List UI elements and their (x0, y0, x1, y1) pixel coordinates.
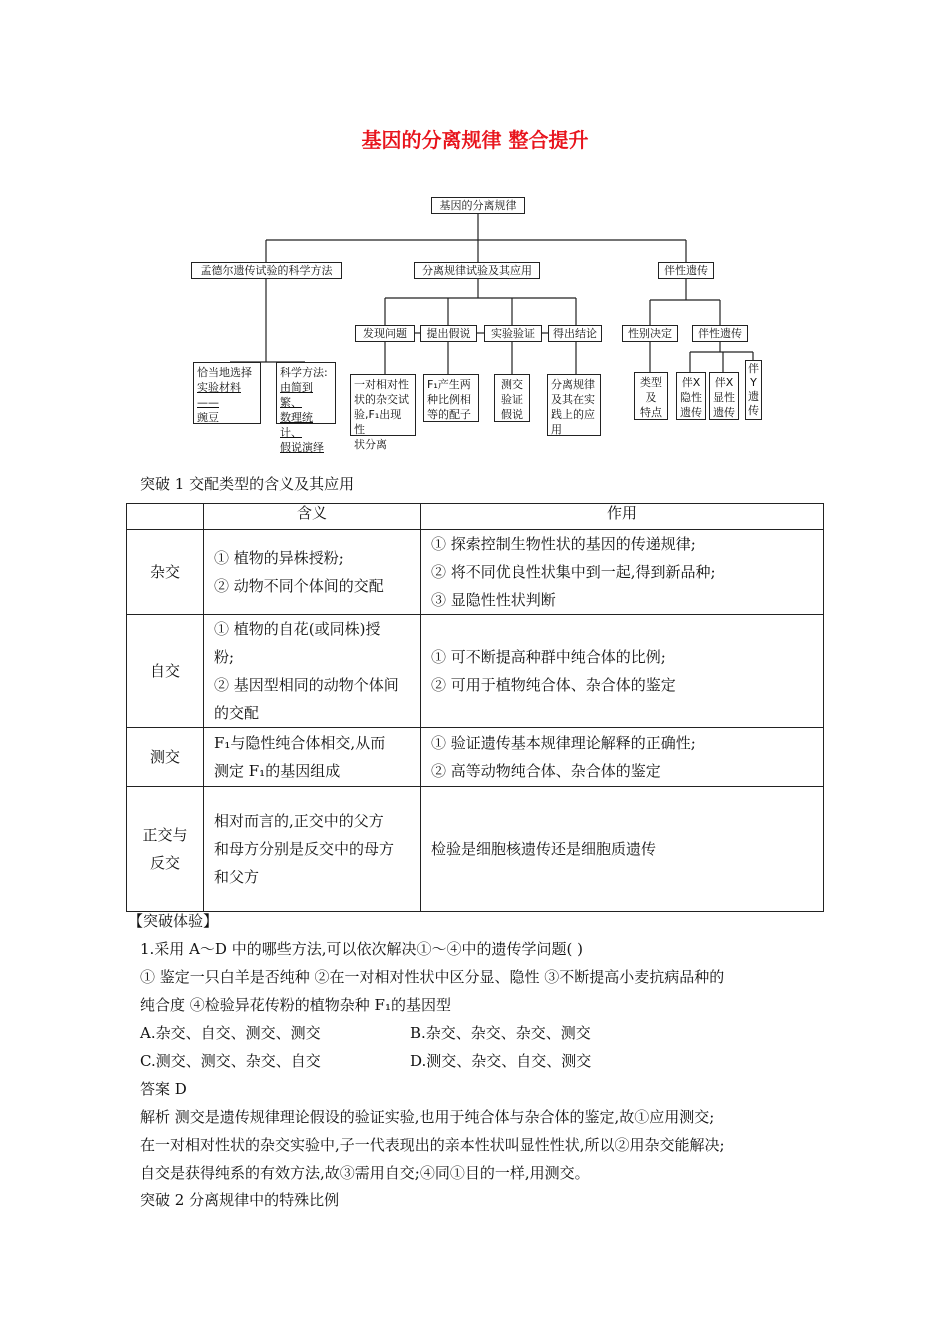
map-line: 假说演绎 (280, 441, 324, 454)
map-line: 状的杂交试 (354, 393, 409, 406)
map-line: Y (750, 376, 757, 389)
cell-line: 测定 F₁的基因组成 (214, 762, 341, 780)
section2-heading: 突破 2 分离规律中的特殊比例 (140, 1191, 340, 1209)
map-step-child-3 (494, 374, 530, 422)
map-line: 恰当地选择 (197, 366, 252, 379)
map-step-child-4 (547, 374, 601, 436)
map-line: 数理统计、 (280, 411, 313, 439)
analysis-line2: 在一对相对性状的杂交实验中,子一代表现出的亲本性状叫显性性状,所以②用杂交能解决; (140, 1136, 725, 1154)
cell-line: ② 基因型相同的动物个体间 (214, 676, 399, 694)
answer: 答案 D (140, 1080, 187, 1098)
cell-line: 相对而言的,正交中的父方 (214, 812, 384, 830)
table-cell-type: 自交 (127, 615, 204, 728)
cell-line: 粉; (214, 648, 235, 666)
map-line: 测交 (501, 378, 523, 391)
map-node-sex-linked: 伴性遗传 (658, 262, 714, 279)
option-c: C.测交、测交、杂交、自交 (140, 1052, 321, 1070)
table-cell-meaning (204, 728, 421, 787)
map-sex-det-child (634, 372, 668, 420)
map-line: 特点 (640, 406, 662, 419)
option-b: B.杂交、杂交、杂交、测交 (410, 1024, 591, 1042)
map-sex-determination: 性别决定 (622, 325, 678, 342)
map-node-method: 孟德尔遗传试验的科学方法 (191, 262, 342, 279)
map-step-child-1 (350, 374, 416, 451)
map-node-material (193, 362, 261, 424)
table-cell-meaning (204, 615, 421, 728)
map-sex-linked-inheritance: 伴性遗传 (692, 325, 748, 342)
map-x-recessive (676, 372, 706, 420)
map-line: 遗传 (680, 406, 702, 419)
map-line: 豌豆 (197, 411, 219, 424)
analysis-line3: 自交是获得纯系的有效方法,故③需用自交;④同①目的一样,用测交。 (140, 1164, 590, 1182)
map-step-verify: 实验验证 (484, 325, 542, 342)
cell-line: ② 可用于植物纯合体、杂合体的鉴定 (431, 676, 676, 694)
exercise-items-line2: 纯合度 ④检验异花传粉的植物杂种 F₁的基因型 (140, 996, 451, 1014)
page-title: 基因的分离规律 整合提升 (361, 128, 589, 152)
cell-line: ② 高等动物纯合体、杂合体的鉴定 (431, 762, 661, 780)
map-step-conclusion: 得出结论 (548, 325, 602, 342)
option-d: D.测交、杂交、自交、测交 (410, 1052, 592, 1070)
cell-line: 的交配 (214, 704, 260, 722)
table-cell-use (421, 615, 824, 728)
cell-line: ① 验证遗传基本规律理论解释的正确性; (431, 734, 696, 752)
cell-line: 正交与 (142, 826, 188, 844)
map-line: 遗传 (713, 406, 735, 419)
map-line: 传 (748, 404, 759, 417)
map-line: 验证 (501, 393, 523, 406)
map-line: 一对相对性 (354, 378, 409, 391)
map-line: 由简到繁、 (280, 381, 313, 409)
map-line: 验,F₁出现性 (354, 408, 402, 436)
table-row (127, 787, 824, 912)
map-line: 遗 (748, 390, 759, 403)
table-cell-use (421, 728, 824, 787)
map-y-linked (745, 360, 762, 420)
map-line: 种比例相 (427, 393, 471, 406)
table-cell-use (421, 787, 824, 912)
exercise-label: 【突破体验】 (128, 912, 219, 930)
map-node-segregation: 分离规律试验及其应用 (414, 262, 540, 279)
table-row (127, 530, 824, 615)
map-line: 显性 (713, 391, 735, 404)
option-a: A.杂交、自交、测交、测交 (140, 1024, 321, 1042)
map-line: 状分离 (354, 438, 387, 451)
map-line: 践上的应 (551, 408, 595, 421)
map-line: 假说 (501, 408, 523, 421)
map-line: 科学方法: (280, 366, 328, 379)
cell-line: ① 可不断提高种群中纯合体的比例; (431, 648, 666, 666)
cell-line: ① 植物的异株授粉; (214, 549, 344, 567)
table-cell-type (127, 787, 204, 912)
cell-line: F₁与隐性纯合体相交,从而 (214, 734, 386, 752)
analysis-line1: 解析 测交是遗传规律理论假设的验证实验,也用于纯合体与杂合体的鉴定,故①应用测交; (140, 1108, 715, 1126)
table-header-cell: 作用 (421, 504, 824, 530)
map-step-discover: 发现问题 (355, 325, 415, 342)
cell-line: ① 植物的自花(或同株)授 (214, 620, 381, 638)
mating-types-table (126, 503, 824, 912)
table-cell-type: 测交 (127, 728, 204, 787)
map-line: 及 (645, 391, 657, 404)
table-cell-type: 杂交 (127, 530, 204, 615)
table-cell-meaning (204, 787, 421, 912)
cell-line: 和父方 (214, 868, 260, 886)
map-line: 及其在实 (551, 393, 595, 406)
map-line: 类型 (640, 376, 662, 389)
map-line: 隐性 (680, 391, 702, 404)
map-line: 等的配子 (427, 408, 471, 421)
map-line: 用 (551, 423, 562, 436)
cell-line: 反交 (149, 854, 180, 872)
exercise-items-line1: ① 鉴定一只白羊是否纯种 ②在一对相对性状中区分显、隐性 ③不断提高小麦抗病品种的 (140, 968, 725, 986)
map-step-hypothesis: 提出假说 (420, 325, 477, 342)
cell-line: ② 将不同优良性状集中到一起,得到新品种; (431, 563, 716, 581)
table-row (127, 615, 824, 728)
cell-line: ② 动物不同个体间的交配 (214, 577, 384, 595)
cell-line: ③ 显隐性性状判断 (431, 591, 556, 609)
table-cell-use (421, 530, 824, 615)
table-header-cell (127, 504, 204, 530)
map-line: 实验材料—— (197, 381, 241, 409)
exercise-question: 1.采用 A～D 中的哪些方法,可以依次解决①～④中的遗传学问题( ) (140, 940, 583, 958)
cell-line: ① 探索控制生物性状的基因的传递规律; (431, 535, 696, 553)
cell-line: 和母方分别是反交中的母方 (214, 840, 395, 858)
map-x-dominant (709, 372, 739, 420)
map-line: 分离规律 (551, 378, 595, 391)
cell-line: 检验是细胞核遗传还是细胞质遗传 (431, 840, 657, 858)
map-line: 伴 (748, 362, 759, 375)
map-node-scientific-method (276, 362, 336, 454)
table-header-cell: 含义 (204, 504, 421, 530)
map-root: 基因的分离规律 (431, 197, 525, 214)
table-row (127, 728, 824, 787)
map-line: 伴X (681, 376, 701, 389)
map-line: 伴X (714, 376, 734, 389)
table-cell-meaning (204, 530, 421, 615)
table-header-row (127, 504, 824, 530)
section1-heading: 突破 1 交配类型的含义及其应用 (140, 475, 355, 493)
map-step-child-2 (423, 374, 479, 422)
map-line: F₁产生两 (427, 378, 471, 391)
